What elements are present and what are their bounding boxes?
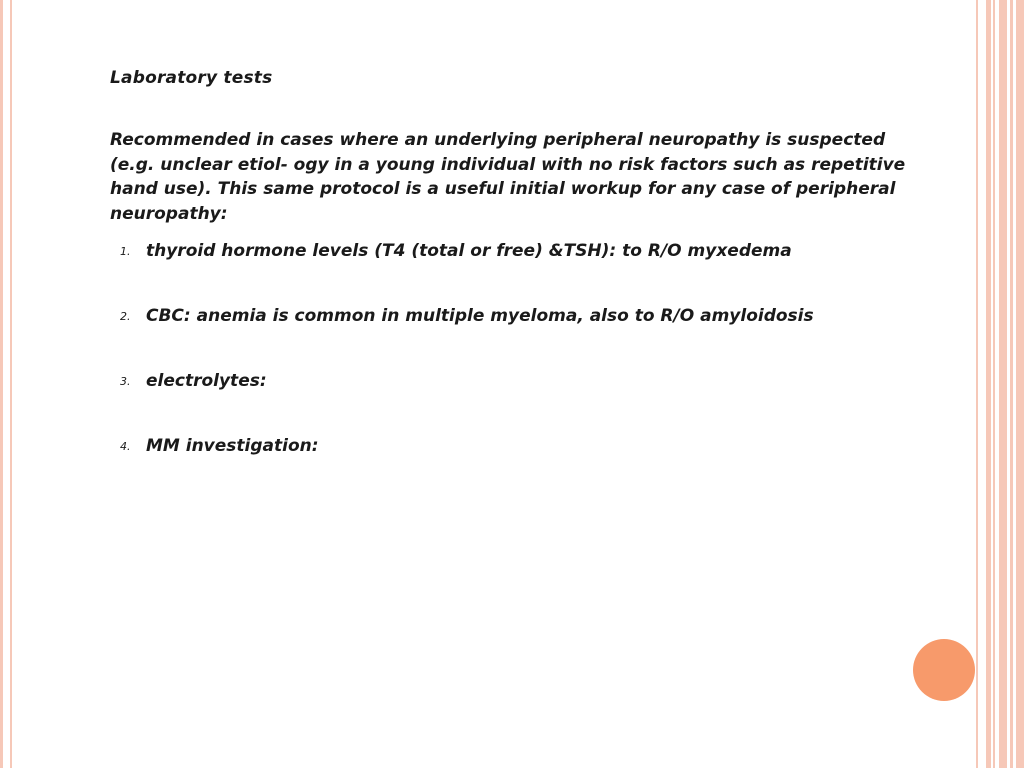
list-item-text: thyroid hormone levels (T4 (total or free) &TSH): to R/O myxedema [146, 241, 792, 261]
slide-heading: Laboratory tests [110, 68, 273, 88]
right-decoration-stripe [986, 0, 991, 768]
list-item [120, 306, 814, 326]
list-item [120, 371, 267, 391]
left-border-stripe [0, 0, 3, 768]
right-decoration-stripe [1010, 0, 1013, 768]
list-item [120, 241, 792, 261]
intro-paragraph: Recommended in cases where an underlying peripheral neuropathy is suspected (e.g. unclear etiol- ogy in a young individual with no risk factors such as repetitive hand use). This same protocol is a useful initial workup for any case of peripheral neuropathy: [110, 130, 906, 224]
list-item-number: 1. [120, 244, 131, 258]
right-decoration-stripe [1016, 0, 1024, 768]
decorative-circle [913, 639, 975, 701]
list-item-text: CBC: anemia is common in multiple myeloma, also to R/O amyloidosis [146, 306, 814, 326]
list-item-number: 4. [120, 439, 131, 453]
list-item [120, 436, 319, 456]
list-item-text: MM investigation: [146, 436, 319, 456]
right-decoration-stripe [993, 0, 995, 768]
right-decoration-stripe [999, 0, 1007, 768]
list-item-number: 3. [120, 374, 131, 388]
list-item-text: electrolytes: [146, 371, 267, 391]
list-item-number: 2. [120, 309, 131, 323]
